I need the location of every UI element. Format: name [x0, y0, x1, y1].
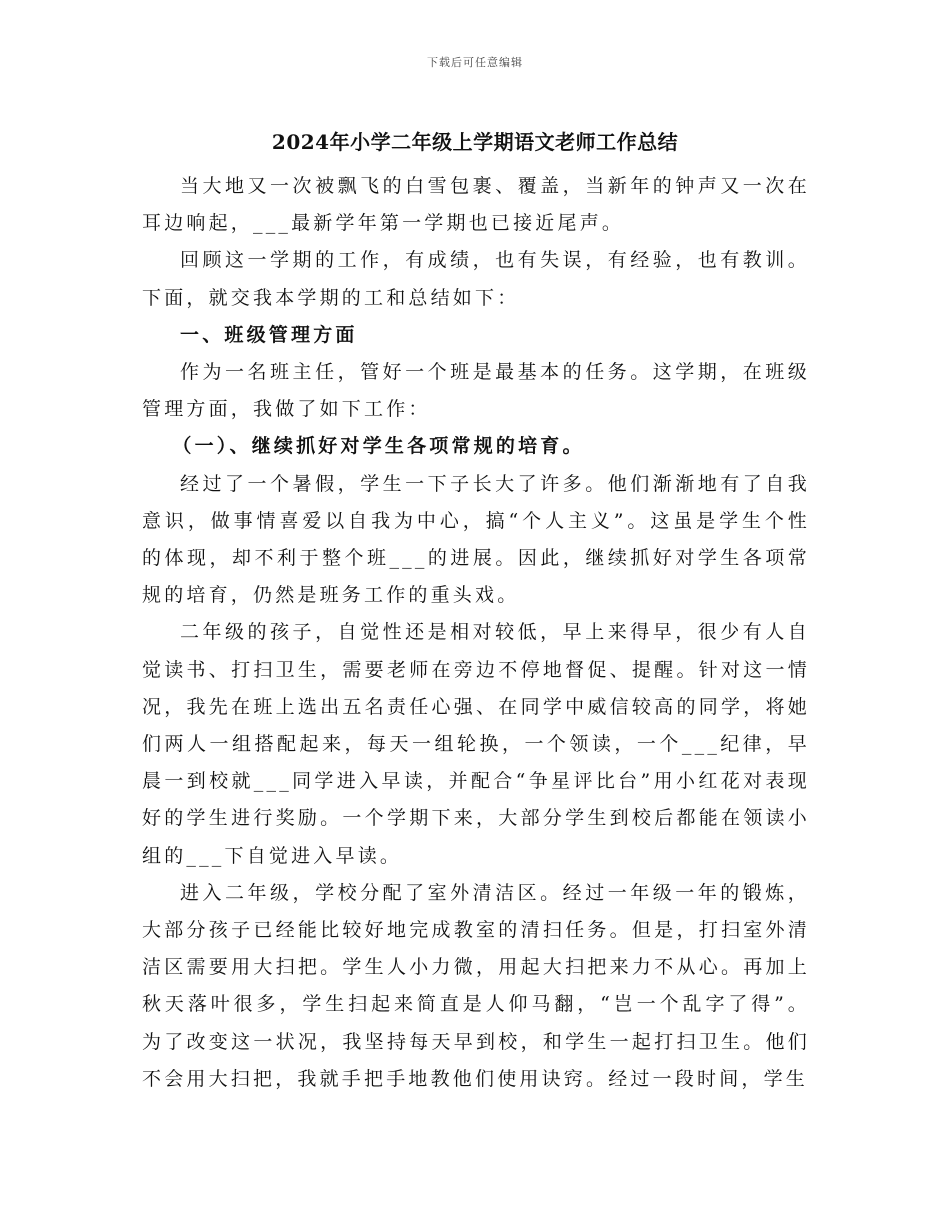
subsection-heading-routines: （一）、继续抓好对学生各项常规的培育。 [172, 435, 585, 458]
paragraph-morning-reading: 二年级的孩子，自觉性还是相对较低，早上来得早，很少有人自觉读书、打扫卫生，需要老师在旁边不停地督促、提醒。针对这一情况，我先在班上选出五名责任心强、在同学中威信较高的同学，将她们两人一组搭配起来，每天一组轮换，一个领读，一个___纪律，早晨一到校就___同学进入早读，并配合“争星评比台”用小红花对表现好的学生进行奖励。一个学期下来，大部分学生到校后都能在领读小组的___下自觉进入早读。 [142, 621, 810, 867]
document-body [142, 168, 810, 1098]
section-heading-class-management: 一、班级管理方面 [180, 323, 358, 346]
paragraph-class-teacher: 作为一名班主任，管好一个班是最基本的任务。这学期，在班级管理方面，我做了如下工作： [142, 361, 810, 421]
page-header-note: 下载后可任意编辑 [427, 56, 523, 69]
paragraph-intro: 当大地又一次被飘飞的白雪包裹、覆盖，当新年的钟声又一次在耳边响起，___最新学年第一学期也已接近尾声。 [142, 175, 810, 235]
document-title: 2024年小学二年级上学期语文老师工作总结 [271, 130, 679, 154]
paragraph-after-summer: 经过了一个暑假，学生一下子长大了许多。他们渐渐地有了自我意识，做事情喜爱以自我为中心，搞“个人主义”。这虽是学生个性的体现，却不利于整个班___的进展。因此，继续抓好对学生各项常规的培育，仍然是班务工作的重头戏。 [142, 472, 810, 607]
paragraph-outdoor-cleaning: 进入二年级，学校分配了室外清洁区。经过一年级一年的锻炼，大部分孩子已经能比较好地完成教室的清扫任务。但是，打扫室外清洁区需要用大扫把。学生人小力微，用起大扫把来力不从心。再加上秋天落叶很多，学生扫起来简直是人仰马翻，“岂一个乱字了得”。为了改变这一状况，我坚持每天早到校，和学生一起打扫卫生。他们不会用大扫把，我就手把手地教他们使用诀窍。经过一段时间，学生 [142, 881, 810, 1090]
paragraph-review: 回顾这一学期的工作，有成绩，也有失误，有经验，也有教训。下面，就交我本学期的工和总结如下： [142, 249, 810, 309]
